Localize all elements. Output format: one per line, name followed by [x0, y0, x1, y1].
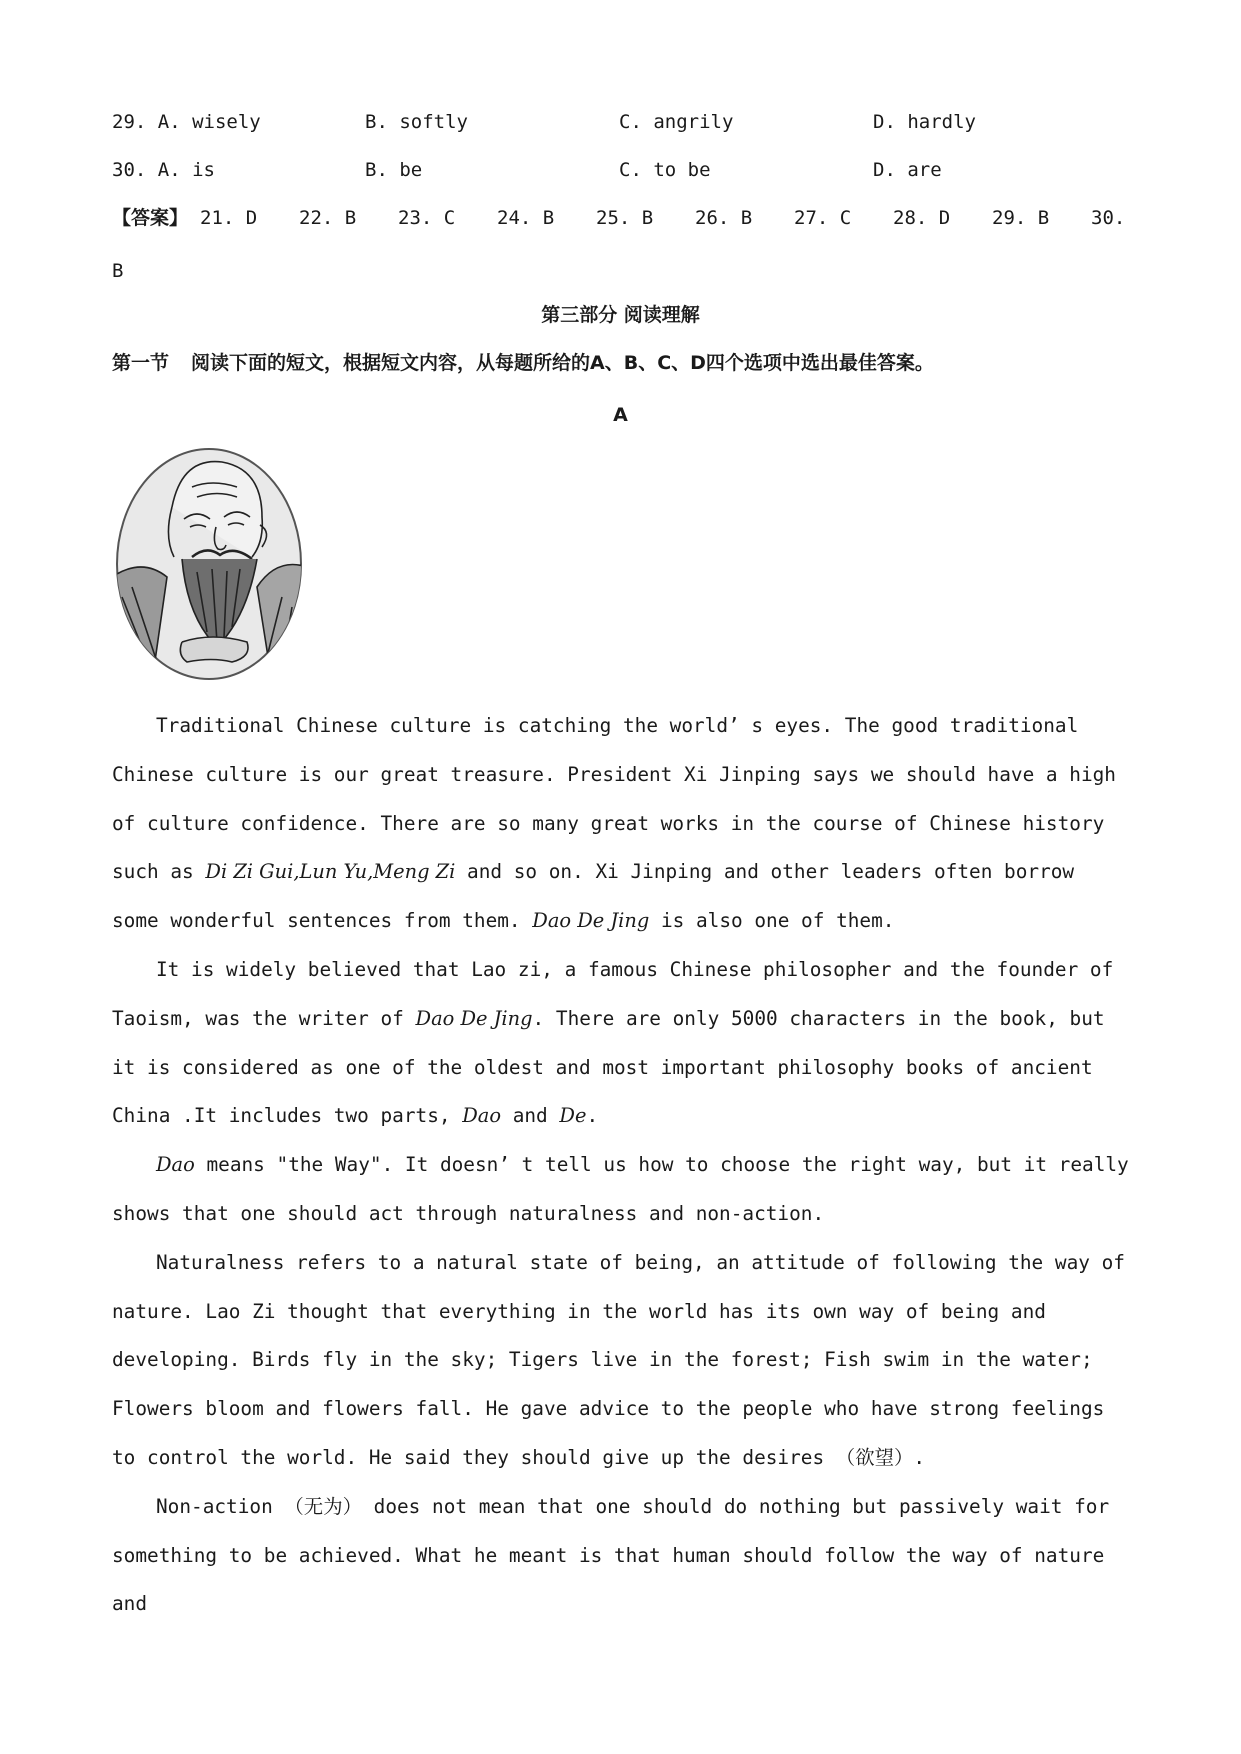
answer-25: 25. B — [596, 207, 654, 229]
question-30-options — [112, 155, 1132, 185]
lao-zi-portrait-icon — [112, 447, 307, 682]
p2-text-d: . — [586, 1104, 599, 1128]
answer-24: 24. B — [497, 207, 555, 229]
answer-23: 23. C — [398, 207, 456, 229]
q29-option-c: C. angrily — [619, 111, 734, 133]
section-title: 第三部分 阅读理解 — [541, 304, 700, 326]
q29-a-text: A. wisely — [157, 111, 261, 133]
instruction-part: 第一节 — [112, 352, 170, 374]
answer-key — [112, 201, 1132, 235]
p1-text-c: is also one of them. — [649, 909, 895, 933]
section-instruction — [112, 348, 1152, 378]
q29-option-b: B. softly — [365, 111, 468, 133]
p2-term-de: De — [559, 1104, 587, 1128]
paragraph-5: Non-action （无为） does not mean that one should do nothing but passively wait for something to be achieved. What he meant is that human should follow the way of nature and — [112, 1494, 1110, 1616]
p2-text-a: It is widely believed that Lao zi, a famous Chinese philosopher and the founder of Taoism, was the writer of — [112, 957, 1114, 1030]
p2-text-c: and — [501, 1104, 560, 1128]
paragraph-3 — [112, 1141, 1132, 1239]
q30-option-b: B. be — [365, 159, 423, 181]
q30-option-d: D. are — [873, 159, 942, 181]
p1-text-a: Traditional Chinese culture is catching the world’ s eyes. The good traditional Chinese culture is our great treasure. President Xi Jinping says we should have a high of culture confidence. There are so many great works in the course of Chinese history such as — [112, 714, 1116, 884]
p1-text-b: and so on. Xi Jinping and other leaders often borrow some wonderful sentences from them. — [112, 860, 1075, 933]
q30-number: 30. — [112, 159, 147, 181]
answer-label: 【答案】 — [112, 207, 189, 229]
answer-30-continued: B — [112, 260, 124, 282]
q29-option-d: D. hardly — [873, 111, 976, 133]
passage-label: A — [613, 404, 628, 426]
passage-body — [112, 702, 1132, 1629]
answer-22: 22. B — [299, 207, 357, 229]
answer-29: 29. B — [992, 207, 1050, 229]
q30-option-a — [112, 155, 215, 185]
instruction-text: 阅读下面的短文，根据短文内容，从每题所给的A、B、C、D四个选项中选出最佳答案。 — [191, 352, 934, 374]
answer-21: 21. D — [200, 207, 258, 229]
p3-text-a: means "the Way". It doesn’ t tell us how to choose the right way, but it really shows that one should act through naturalness and non-action. — [112, 1153, 1129, 1225]
p3-term-dao: Dao — [156, 1153, 195, 1177]
answer-26: 26. B — [695, 207, 753, 229]
p1-book-title: Dao De Jing — [532, 909, 650, 933]
answer-27: 27. C — [794, 207, 852, 229]
answer-28: 28. D — [893, 207, 951, 229]
q30-option-c: C. to be — [619, 159, 711, 181]
p2-text-b: . There are only 5000 characters in the book, but it is considered as one of the oldest and most important philosophy books of ancient China .It includes two parts, — [112, 1006, 1105, 1128]
paragraph-2 — [112, 946, 1132, 1141]
q30-a-text: A. is — [157, 159, 215, 181]
question-29-options — [112, 107, 1132, 137]
paragraph-4: Naturalness refers to a natural state of being, an attitude of following the way of nature. Lao Zi thought that everything in the world has its own way of being and developing. Birds fly in the sky; Tigers live in the forest; Fish swim in the water; Flowers bloom and flowers fall. He gave advice to the people who have strong feelings to control the world. He said they should give up the desires （欲望）. — [112, 1250, 1125, 1469]
p2-term-dao: Dao — [462, 1104, 502, 1128]
answer-30: 30. — [1091, 207, 1126, 229]
q29-number: 29. — [112, 111, 147, 133]
paragraph-1 — [112, 702, 1132, 946]
q29-option-a — [112, 107, 261, 137]
p2-book-title: Dao De Jing — [415, 1006, 533, 1030]
p1-book-titles: Di Zi Gui,Lun Yu,Meng Zi — [205, 860, 456, 884]
